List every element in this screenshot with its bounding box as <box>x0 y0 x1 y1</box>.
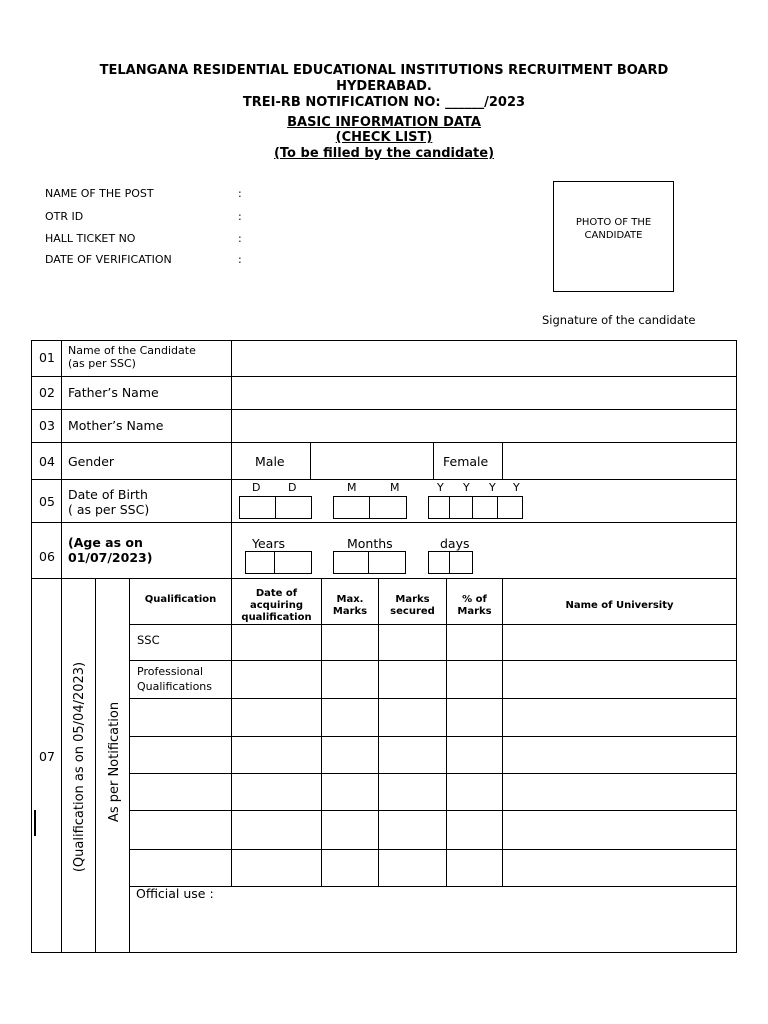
age-label <box>68 535 152 565</box>
row-line <box>129 624 737 625</box>
verification-colon: : <box>238 253 242 266</box>
form-subtitle: (CHECK LIST) <box>335 130 433 145</box>
otr-label: OTR ID <box>45 210 84 223</box>
candidate-name-field[interactable] <box>233 342 735 375</box>
row-line <box>129 660 737 661</box>
male-checkbox[interactable] <box>312 444 432 478</box>
dob-d-label: D <box>288 481 297 494</box>
dob-m-label: M <box>347 481 357 494</box>
post-label: NAME OF THE POST <box>45 187 154 200</box>
post-colon: : <box>238 187 242 200</box>
form-instruction: (To be filled by the candidate) <box>273 146 495 161</box>
col-percent-header <box>447 594 502 618</box>
dob-m-label: M <box>390 481 400 494</box>
official-use-label: Official use : <box>136 886 214 901</box>
col-date-header-line1: Date of <box>255 588 298 599</box>
age-years-1-box[interactable] <box>245 551 275 574</box>
col-line <box>446 578 447 887</box>
dob-d-label: D <box>252 481 261 494</box>
col-max-marks-header <box>322 594 378 618</box>
col-university-header: Name of University <box>565 600 674 611</box>
row-line <box>31 442 737 443</box>
female-checkbox[interactable] <box>504 444 735 478</box>
col-max-marks-line1: Max. <box>336 594 364 605</box>
father-name-label: Father’s Name <box>68 385 159 400</box>
row-line <box>129 773 737 774</box>
professional-label-line2: Qualifications <box>137 680 213 693</box>
mother-name-field[interactable] <box>233 411 735 441</box>
dob-label <box>68 487 149 517</box>
col-line <box>378 578 379 887</box>
col-qualification-header: Qualification <box>144 594 217 605</box>
col-line <box>502 578 503 887</box>
col-line <box>95 578 96 953</box>
dob-y-label: Y <box>489 481 496 494</box>
candidate-name-label: Name of the Candidate <box>68 344 196 357</box>
col-marks-secured-header <box>379 594 446 618</box>
row-line <box>129 736 737 737</box>
col-line <box>231 340 232 578</box>
city: HYDERABAD. <box>336 79 432 94</box>
age-days-label: days <box>440 536 470 551</box>
col-date-header <box>232 588 321 624</box>
hallticket-label: HALL TICKET NO <box>45 232 136 245</box>
notification-number: TREI-RB NOTIFICATION NO: ______/2023 <box>242 95 526 110</box>
dob-label-line2: ( as per SSC) <box>68 502 150 517</box>
mother-name-label: Mother’s Name <box>68 418 164 433</box>
hallticket-colon: : <box>238 232 242 245</box>
professional-label-line1: Professional <box>137 665 204 678</box>
dob-year-3-box[interactable] <box>472 496 498 519</box>
dob-day-2-box[interactable] <box>275 496 312 519</box>
professional-qualifications-label <box>137 664 212 694</box>
age-months-2-box[interactable] <box>368 551 406 574</box>
photo-label <box>554 216 673 242</box>
dob-month-2-box[interactable] <box>369 496 407 519</box>
age-label-line1: (Age as on <box>68 535 143 550</box>
dob-year-2-box[interactable] <box>449 496 473 519</box>
row-line <box>31 340 737 341</box>
gender-label: Gender <box>68 454 115 469</box>
as-per-notification-vertical-label: As per Notification <box>107 701 122 823</box>
col-date-header-line2: acquiring <box>249 600 304 611</box>
col-percent-line2: Marks <box>457 606 492 617</box>
age-months-label: Months <box>347 536 393 551</box>
col-line <box>31 340 32 953</box>
verification-label: DATE OF VERIFICATION <box>45 253 172 266</box>
age-years-label: Years <box>252 536 285 551</box>
col-line <box>129 578 130 953</box>
row-01-label <box>68 344 196 370</box>
dob-y-label: Y <box>437 481 444 494</box>
otr-colon: : <box>238 210 242 223</box>
row-line <box>129 698 737 699</box>
age-days-1-box[interactable] <box>428 551 450 574</box>
row-line <box>129 886 737 887</box>
dob-year-4-box[interactable] <box>497 496 523 519</box>
signature-label: Signature of the candidate <box>542 313 696 327</box>
dob-day-1-box[interactable] <box>239 496 276 519</box>
official-use-field[interactable] <box>131 902 735 951</box>
col-max-marks-line2: Marks <box>332 606 368 617</box>
dob-label-line1: Date of Birth <box>68 487 148 502</box>
col-line <box>736 340 737 953</box>
row-02-number: 02 <box>39 385 55 400</box>
dob-y-label: Y <box>513 481 520 494</box>
edge-mark <box>34 810 36 836</box>
candidate-name-sublabel: (as per SSC) <box>68 357 136 370</box>
form-title: BASIC INFORMATION DATA <box>287 115 481 130</box>
row-line <box>31 578 737 579</box>
col-line <box>61 340 62 953</box>
row-03-number: 03 <box>39 418 55 433</box>
age-label-line2: 01/07/2023) <box>68 550 153 565</box>
row-line <box>31 376 737 377</box>
row-line <box>31 479 737 480</box>
age-days-2-box[interactable] <box>449 551 473 574</box>
row-line <box>31 409 737 410</box>
row-05-number: 05 <box>39 494 55 509</box>
father-name-field[interactable] <box>233 378 735 408</box>
dob-month-1-box[interactable] <box>333 496 370 519</box>
male-option-label: Male <box>255 454 285 469</box>
col-line <box>433 442 434 479</box>
col-date-header-line3: qualification <box>241 612 312 623</box>
dob-y-label: Y <box>463 481 470 494</box>
row-06-number: 06 <box>39 549 55 564</box>
row-04-number: 04 <box>39 454 55 469</box>
row-line <box>31 952 737 953</box>
photo-label-line2: CANDIDATE <box>584 230 643 241</box>
row-line <box>129 810 737 811</box>
qualification-date-vertical-label: (Qualification as on 05/04/2023) <box>72 661 87 873</box>
row-line <box>31 522 737 523</box>
row-07-number: 07 <box>39 749 55 764</box>
age-years-2-box[interactable] <box>274 551 312 574</box>
board-title: TELANGANA RESIDENTIAL EDUCATIONAL INSTITUTIONS RECRUITMENT BOARD <box>99 63 669 78</box>
female-option-label: Female <box>443 454 489 469</box>
photo-label-line1: PHOTO OF THE <box>575 217 652 228</box>
col-line <box>321 578 322 887</box>
col-line <box>231 578 232 887</box>
ssc-label: SSC <box>137 633 160 647</box>
col-line <box>310 442 311 479</box>
dob-year-1-box[interactable] <box>428 496 450 519</box>
col-percent-line1: % of <box>462 594 487 605</box>
photo-box[interactable] <box>553 181 674 292</box>
age-months-1-box[interactable] <box>333 551 369 574</box>
col-marks-secured-line1: Marks <box>395 594 430 605</box>
row-01-number: 01 <box>39 350 55 365</box>
col-marks-secured-line2: secured <box>390 606 435 617</box>
col-line <box>502 442 503 479</box>
row-line <box>129 849 737 850</box>
